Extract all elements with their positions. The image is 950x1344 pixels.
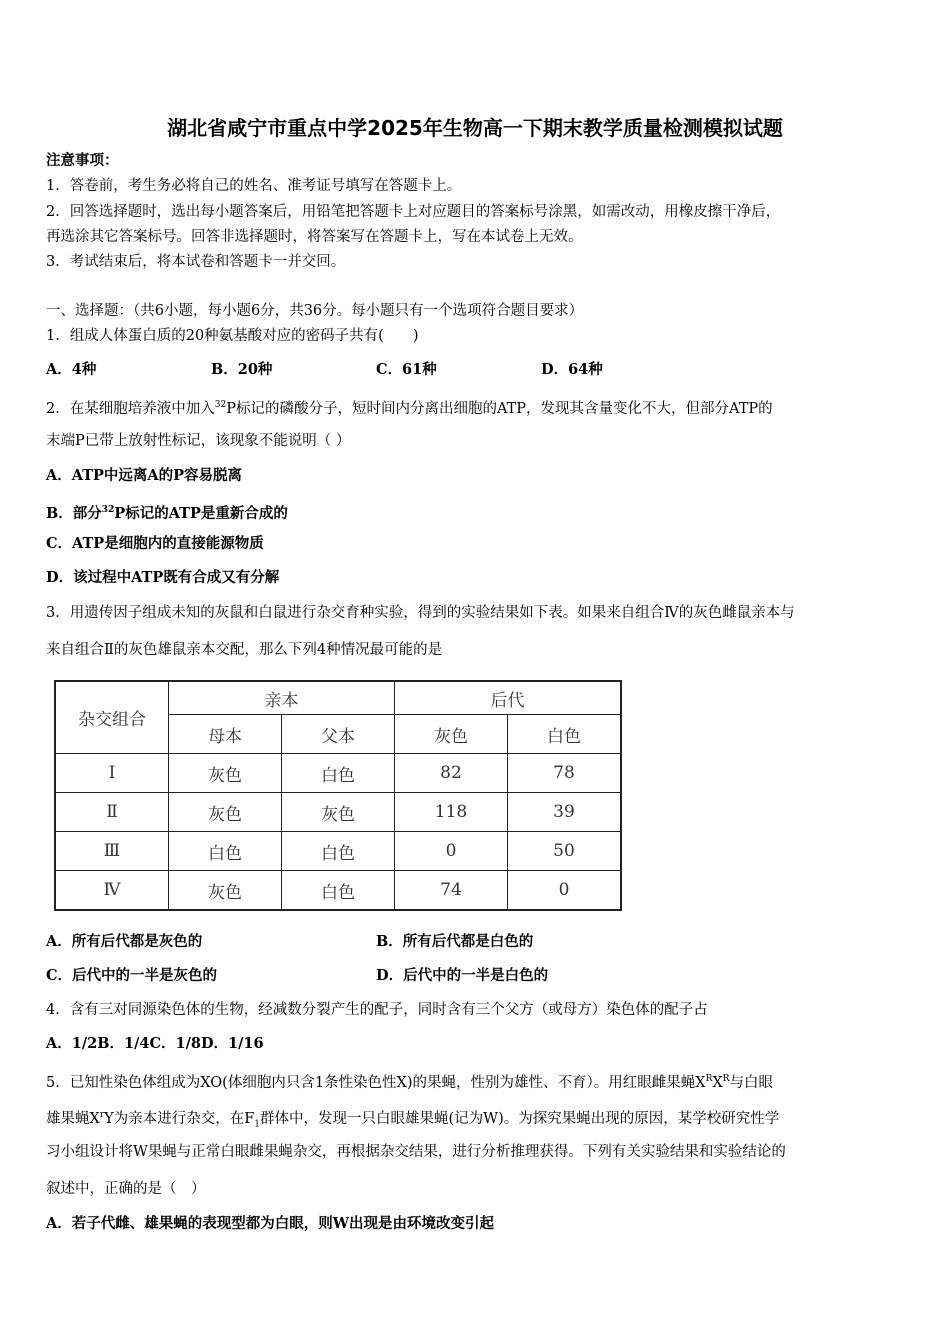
option-a: A．4种: [46, 361, 97, 378]
question-3-options-row1: [46, 933, 706, 951]
question-4-stem: 4．含有三对同源染色体的生物，经减数分裂产生的配子，同时含有三个父方（或母方）染色体的配子占: [46, 1002, 708, 1018]
header-mother: 母本: [169, 715, 282, 754]
question-1-options: [46, 361, 706, 379]
table-header-row: [55, 681, 621, 715]
table-row: Ⅰ 灰色 白色 82 78: [55, 754, 621, 793]
question-5-stem-line2: 雄果蝇$X^rY$为亲本进行杂交，在$F_1$群体中，发现一只白眼雄果蝇(记为W)。为探究果蝇出现的原因，某学校研究性学: [46, 1110, 780, 1130]
header-white: 白色: [508, 715, 622, 754]
option-d: D．64种: [541, 361, 603, 378]
header-cross-group: 杂交组合: [55, 681, 169, 754]
question-3-options-row2: [46, 967, 706, 985]
question-5-option-a: A．若子代雌、雄果蝇的表现型都为白眼，则W出现是由环境改变引起: [46, 1215, 495, 1232]
question-5-stem-line1: 5．已知性染色体组成为XO(体细胞内只含1条性染色性X)的果蝇，性别为雄性、不育）。用红眼雌果蝇$X^RX^R$与白眼: [46, 1074, 774, 1091]
option-b: B．20种: [211, 361, 273, 378]
question-4-options: A．1/2B．1/4C．1/8D．1/16: [46, 1035, 264, 1052]
header-gray: 灰色: [395, 715, 508, 754]
table-row: Ⅲ 白色 白色 0 50: [55, 832, 621, 871]
option-c: C．后代中的一半是灰色的: [46, 967, 218, 984]
notice-item: 1．答卷前，考生务必将自己的姓名、准考证号填写在答题卡上。: [46, 178, 462, 194]
notice-heading: 注意事项：: [46, 152, 119, 169]
question-2-stem-line1: 2．在某细胞培养液中加入$^{32}$P标记的磷酸分子，短时间内分离出细胞的ATP，发现其含量变化不大，但部分ATP的: [46, 400, 773, 417]
question-5-stem-line3: 习小组设计将W果蝇与正常白眼雌果蝇杂交，再根据杂交结果，进行分析推理获得。下列有关实验结果和实验结论的: [46, 1144, 786, 1160]
notice-item: 3．考试结束后，将本试卷和答题卡一并交回。: [46, 254, 346, 270]
question-5-stem-line4: 叙述中，正确的是（ ）: [46, 1181, 206, 1197]
option-c: C．61种: [376, 361, 437, 378]
table-row: Ⅳ 灰色 白色 74 0: [55, 871, 621, 911]
notice-item: 2．回答选择题时，选出每小题答案后，用铅笔把答题卡上对应题目的答案标号涂黑，如需改动，用橡皮擦干净后，: [46, 204, 781, 220]
question-2-option-c: C．ATP是细胞内的直接能源物质: [46, 535, 264, 552]
option-a: A．所有后代都是灰色的: [46, 933, 203, 950]
notice-item: 再选涂其它答案标号。回答非选择题时，将答案写在答题卡上，写在本试卷上无效。: [46, 229, 583, 245]
question-2-option-b: B．部分$^{32}$P标记的ATP是重新合成的: [46, 504, 288, 522]
question-3-stem-line1: 3．用遗传因子组成未知的灰鼠和白鼠进行杂交育种实验，得到的实验结果如下表。如果来自组合Ⅳ的灰色雌鼠亲本与: [46, 605, 795, 621]
header-offspring: 后代: [395, 681, 622, 715]
question-2-option-d: D．该过程中ATP既有合成又有分解: [46, 569, 280, 586]
header-father: 父本: [282, 715, 395, 754]
question-1-stem: 1．组成人体蛋白质的20种氨基酸对应的密码子共有( ): [46, 328, 419, 344]
option-d: D．后代中的一半是白色的: [376, 967, 549, 984]
question-2-option-a: A．ATP中远离A的P容易脱离: [46, 467, 243, 484]
table-row: Ⅱ 灰色 灰色 118 39: [55, 793, 621, 832]
question-3-stem-line2: 来自组合Ⅱ的灰色雄鼠亲本交配，那么下列4种情况最可能的是: [46, 642, 443, 658]
header-parents: 亲本: [169, 681, 395, 715]
option-b: B．所有后代都是白色的: [376, 933, 534, 950]
question-2-stem-line2: 末端P已带上放射性标记，该现象不能说明（ ）: [46, 433, 351, 449]
section-heading: 一、选择题：（共6小题，每小题6分，共36分。每小题只有一个选项符合题目要求）: [46, 303, 584, 319]
genetics-table: [54, 680, 622, 911]
page-title: 湖北省咸宁市重点中学2025年生物高一下期末教学质量检测模拟试题: [167, 116, 783, 140]
